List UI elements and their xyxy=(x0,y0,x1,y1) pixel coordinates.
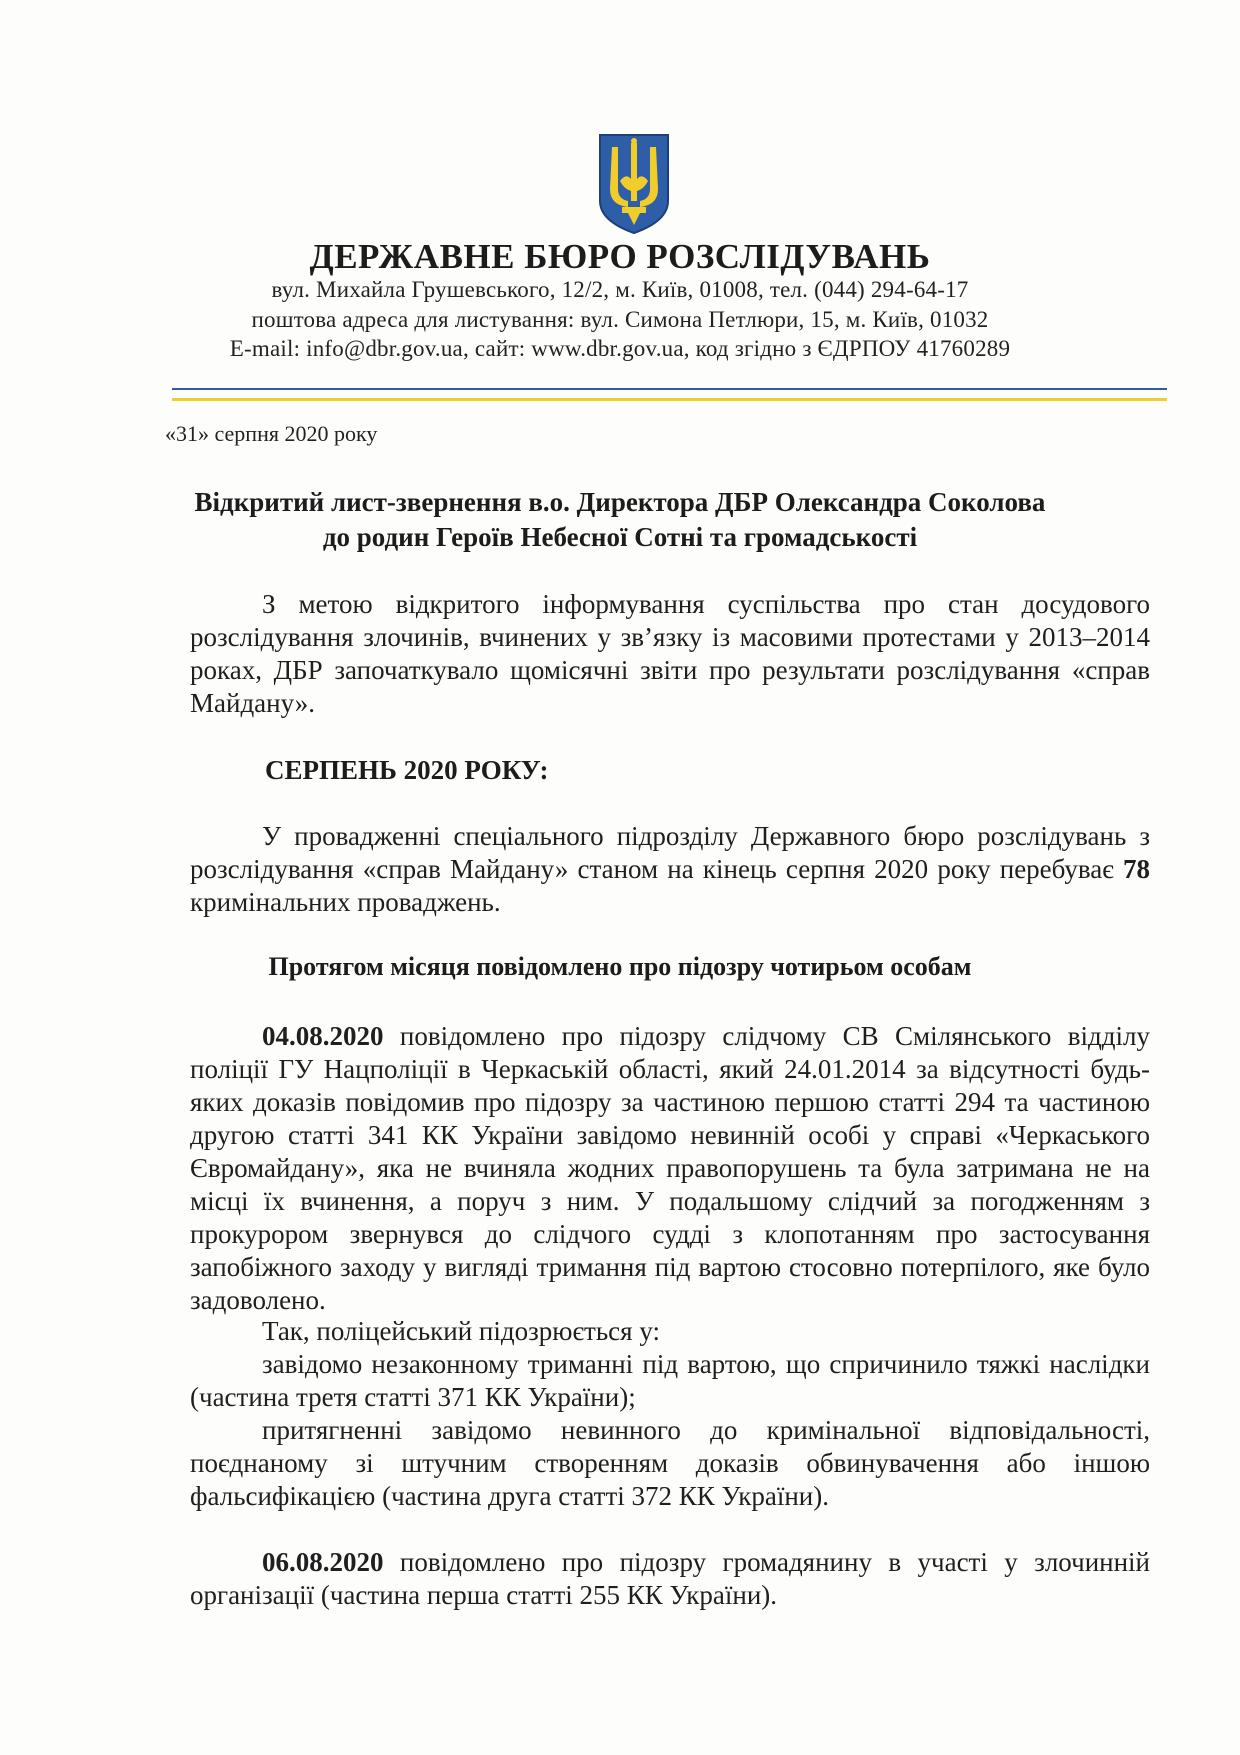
case-paragraph-1 xyxy=(190,1020,1150,1317)
suspicions-subheading: Протягом місяця повідомлено про підозру чотирьом особам xyxy=(268,952,972,981)
contact-line: E-mail: info@dbr.gov.ua, сайт: www.dbr.gov.ua, код згідно з ЄДРПОУ 41760289 xyxy=(229,336,1011,361)
charge-2: притягненні завідомо невинного до кримінальної відповідальності, поєднаному зі штучним створенням доказів обвинувачення або іншою фальсифікацією (частина друга статті 372 КК України). xyxy=(190,1415,1150,1511)
postal-address-line: поштова адреса для листування: вул. Симона Петлюри, 15, м. Київ, 01032 xyxy=(251,307,989,332)
letter-title-line-1: Відкритий лист-звернення в.о. Директора ДБР Олександра Соколова xyxy=(194,487,1046,517)
case-count-value: 78 xyxy=(1123,854,1150,884)
case-count-paragraph xyxy=(190,820,1150,919)
letterhead-divider-yellow xyxy=(172,398,1167,401)
organization-name: ДЕРЖАВНЕ БЮРО РОЗСЛІДУВАНЬ xyxy=(309,237,931,276)
suspect-intro: Так, поліцейський підозрюється у: xyxy=(262,1316,660,1346)
count-text-after: кримінальних проваджень. xyxy=(190,887,501,917)
case-paragraph-2 xyxy=(190,1546,1150,1612)
intro-paragraph: З метою відкритого інформування суспільства про стан досудового розслідування злочинів, вчинених у зв’язку із масовими протестами у 2013–2014 роках, ДБР започаткувало щомісячні звіти про результати розслідування «справ Майдану». xyxy=(190,589,1150,718)
trident-emblem-icon xyxy=(598,133,670,235)
case-1-date: 04.08.2020 xyxy=(262,1021,384,1051)
section-heading: СЕРПЕНЬ 2020 РОКУ: xyxy=(265,755,549,785)
charge-1: завідомо незаконному триманні під вартою, що спричинило тяжкі наслідки (частина третя статті 371 КК України); xyxy=(190,1349,1150,1412)
letter-date: «31» серпня 2020 року xyxy=(165,421,378,446)
case-2-text: повідомлено про підозру громадянину в участі у злочинній організації (частина перша статті 255 КК України). xyxy=(190,1547,1150,1610)
letterhead-divider-blue xyxy=(172,388,1167,390)
address-line: вул. Михайла Грушевського, 12/2, м. Київ, 01008, тел. (044) 294-64-17 xyxy=(271,277,969,302)
letter-title-line-2: до родин Героїв Небесної Сотні та громадськості xyxy=(322,522,918,552)
count-text-before: У провадженні спеціального підрозділу Державного бюро розслідувань з розслідування «справ Майдану» станом на кінець серпня 2020 року перебуває xyxy=(190,821,1150,884)
case-2-date: 06.08.2020 xyxy=(262,1547,384,1577)
case-1-text: повідомлено про підозру слідчому СВ Смілянського відділу поліції ГУ Нацполіції в Черкаській області, який 24.01.2014 за відсутності будь-яких доказів повідомив про підозру за частиною першою статті 294 та частиною другою статті 341 КК України завідомо невинній особі у справі «Черкаського Євромайдану», яка не вчиняла жодних правопорушень та була затримана не на місці їх вчинення, а поруч з ним. У подальшому слідчий за погодженням з прокурором звернувся до слідчого судді з клопотанням про застосування запобіжного заходу у вигляді тримання під вартою стосовно потерпілого, яке було задоволено. xyxy=(190,1021,1150,1315)
